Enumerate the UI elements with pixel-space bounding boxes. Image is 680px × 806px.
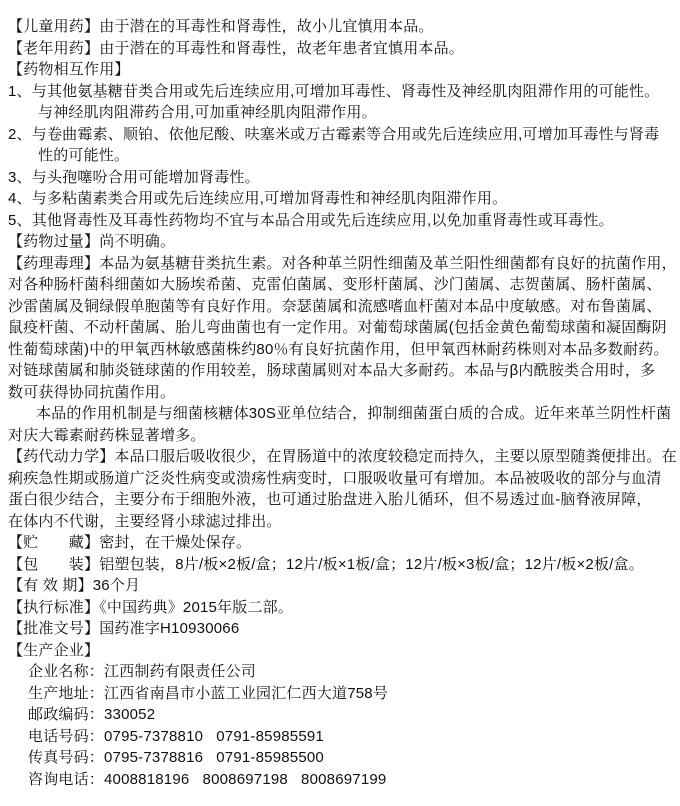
line-mechanism-1: 本品的作用机制是与细菌核糖体30S亚单位结合，抑制细菌蛋白质的合成。近年来革兰阴性杆菌: [36, 405, 672, 422]
line-interaction-2: 2、与卷曲霉素、顺铂、依他尼酸、呋塞米或万古霉素等合用或先后连续应用,可增加耳毒性与肾毒: [8, 125, 660, 143]
line-fax-number: 传真号码：0795-7378816 0791-85985500: [28, 749, 324, 766]
line-company-name: 企业名称：江西制药有限责任公司: [28, 663, 257, 680]
line-packaging: 【包 装】铝塑包装，8片/板×2板/盒；12片/板×1板/盒；12片/板×3板/盒；12片/板×2板/盒。: [8, 555, 644, 573]
line-hotline: 咨询电话：4008818196 8008697198 8008697199: [28, 770, 387, 788]
line-pharmacokinetics-1: 【药代动力学】本品口服后吸收很少，在胃肠道中的浓度较稳定而持久，主要以原型随粪便排出。在: [8, 448, 677, 465]
line-interactions-header: 【药物相互作用】: [8, 61, 130, 78]
line-interaction-3: 3、与头孢噻吩合用可能增加肾毒性。: [8, 168, 260, 186]
line-interaction-1-cont: 与神经肌肉阻滞药合用,可加重神经肌肉阻滞作用。: [38, 104, 377, 121]
line-pharmacokinetics-4: 在体内不代谢，主要经肾小球滤过排出。: [8, 512, 282, 530]
line-pharmacology-3: 沙雷菌属及铜绿假单胞菌等有良好作用。奈瑟菌属和流感嗜血杆菌对本品中度敏感。对布鲁菌属、: [8, 297, 662, 315]
line-pharmacology-4: 鼠疫杆菌、不动杆菌属、胎儿弯曲菌也有一定作用。对葡萄球菌属(包括金黄色葡萄球菌和凝固酶阴: [8, 319, 667, 336]
line-pharmacology-1: 【药理毒理】本品为氨基糖苷类抗生素。对各种革兰阴性细菌及革兰阳性细菌都有良好的抗菌作用，: [8, 254, 677, 272]
line-pharmacology-7: 数可获得协同抗菌作用。: [8, 383, 176, 401]
line-pharmacology-5: 性葡萄球菌)中的甲氧西林敏感菌株约80％有良好抗菌作用，但甲氧西林耐药株则对本品多数耐药。: [8, 340, 669, 358]
line-storage: 【贮 藏】密封，在干燥处保存。: [8, 534, 252, 551]
line-pharmacokinetics-3: 蛋白很少结合，主要分布于细胞外液，也可通过胎盘进入胎儿循环，但不易透过血-脑脊液屏障，: [8, 491, 652, 508]
line-children-use: 【儿童用药】由于潜在的耳毒性和肾毒性，故小儿宜慎用本品。: [8, 18, 434, 35]
line-interaction-5: 5、其他肾毒性及耳毒性药物均不宜与本品合用或先后连续应用,以免加重肾毒性或耳毒性。: [8, 211, 614, 229]
line-standard: 【执行标准】《中国药典》2015年版二部。: [8, 598, 294, 616]
line-pharmacokinetics-2: 痢疾急性期或肠道广泛炎性病变或溃疡性病变时，口服吸收量可有增加。本品被吸收的部分与血清: [8, 469, 662, 487]
line-approval-number: 【批准文号】国药准字H10930066: [8, 620, 240, 637]
line-manufacturer-header: 【生产企业】: [8, 641, 100, 659]
line-shelf-life: 【有 效 期】36个月: [8, 577, 141, 594]
line-pharmacology-2: 对各种肠杆菌科细菌如大肠埃希菌、克雷伯菌属、变形杆菌属、沙门菌属、志贺菌属、肠杆菌属、: [8, 276, 662, 293]
line-interaction-1: 1、与其他氨基糖苷类合用或先后连续应用,可增加耳毒性、肾毒性及神经肌肉阻滞作用的可能性。: [8, 82, 660, 100]
line-mechanism-2: 对庆大霉素耐药株显著增多。: [8, 426, 206, 444]
line-elderly-use: 【老年用药】由于潜在的耳毒性和肾毒性，故老年患者宜慎用本品。: [8, 39, 465, 57]
line-interaction-2-cont: 性的可能性。: [38, 147, 130, 164]
line-phone-number: 电话号码：0795-7378810 0791-85985591: [28, 727, 324, 745]
line-company-address: 生产地址：江西省南昌市小蓝工业园汇仁西大道758号: [28, 684, 389, 702]
line-pharmacology-6: 对链球菌属和肺炎链球菌的作用较差，肠球菌属则对本品大多耐药。本品与β内酰胺类合用时，多: [8, 362, 656, 379]
line-postal-code: 邮政编码：330052: [28, 706, 156, 723]
line-overdose: 【药物过量】尚不明确。: [8, 233, 176, 250]
leaflet-body: [8, 16, 677, 790]
line-interaction-4: 4、与多粘菌素类合用或先后连续应用,可增加肾毒性和神经肌肉阻滞作用。: [8, 190, 508, 207]
